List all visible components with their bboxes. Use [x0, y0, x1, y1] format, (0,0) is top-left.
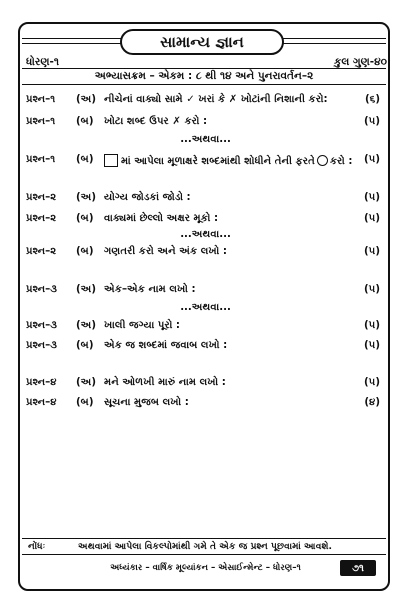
question-number: પ્રશ્ન–૧: [26, 116, 56, 127]
question-row-3a: [26, 284, 382, 298]
question-row-2a: [26, 192, 382, 206]
question-row-3a-alt: [26, 320, 382, 334]
title-text: સામાન્ય જ્ઞાન: [160, 33, 244, 51]
question-marks: (૫): [363, 284, 380, 295]
question-row-2b: [26, 213, 382, 227]
question-sub: (બ): [76, 213, 94, 224]
question-sub: (અ): [76, 284, 97, 295]
syllabus-band: [22, 68, 386, 85]
question-text: વાક્યમાં છેલ્લો અક્ષર મૂકો :: [104, 213, 219, 224]
or-separator: ...અથવા...: [180, 302, 231, 313]
question-marks: (૫): [363, 154, 380, 165]
question-number: પ્રશ્ન–૧: [26, 154, 56, 165]
page-number: ૭૧: [340, 560, 376, 576]
question-row-4a: [26, 377, 382, 391]
question-text: નીચેનાં વાક્યો સામે ✓ ખરાં કે ✗ ખોટાંની નિશાની કરો:: [104, 94, 328, 105]
question-text: એક–એક નામ લખો :: [104, 284, 196, 295]
question-number: પ્રશ્ન–૪: [26, 377, 57, 388]
question-text: [104, 154, 352, 168]
note-box: [22, 538, 386, 555]
question-number: પ્રશ્ન–૩: [26, 284, 58, 295]
or-separator: ...અથવા...: [180, 134, 231, 145]
note-text: અથવામાં આપેલા વિકલ્પોમાંથી ગમે તે એક જ પ્રશ્ન પૂછવામાં આવશે.: [78, 541, 333, 552]
question-number: પ્રશ્ન–૩: [26, 320, 58, 331]
question-number: પ્રશ્ન–૨: [26, 246, 57, 257]
question-marks: (૫): [363, 246, 380, 257]
note-label: નોંધઃ: [28, 541, 46, 552]
question-marks: (૫): [363, 213, 380, 224]
question-number: પ્રશ્ન–૪: [26, 397, 57, 408]
question-text: યોગ્ય જોડકાં જોડો :: [104, 192, 191, 203]
question-marks: (૬): [364, 94, 380, 105]
question-row-1b: [26, 116, 382, 130]
question-text: ખાલી જગ્યા પૂરો :: [104, 320, 180, 331]
total-marks-label: કુલ ગુણ-૪૦: [333, 56, 387, 68]
page-title: [120, 29, 284, 55]
question-text: સૂચના મુજબ લખો :: [104, 397, 189, 408]
question-number: પ્રશ્ન–૧: [26, 94, 56, 105]
question-sub: (બ): [76, 246, 94, 257]
question-text: એક જ શબ્દમાં જવાબ લખો :: [104, 340, 228, 351]
question-number: પ્રશ્ન–૨: [26, 192, 57, 203]
question-number: પ્રશ્ન–૩: [26, 340, 58, 351]
question-marks: (૫): [363, 192, 380, 203]
question-sub: (અ): [76, 192, 97, 203]
standard-label: ધોરણ-૧: [26, 56, 60, 68]
question-row-4b: [26, 397, 382, 411]
question-sub: (બ): [76, 340, 94, 351]
circle-icon: [317, 155, 328, 166]
question-row-1b-alt: [26, 154, 382, 168]
question-text: મને ઓળખી મારું નામ લખો :: [104, 377, 226, 388]
question-text-end: કરો :: [329, 156, 353, 167]
question-marks: (૫): [363, 377, 380, 388]
question-marks: (૫): [363, 340, 380, 351]
question-row-2b-alt: [26, 246, 382, 260]
question-sub: (અ): [76, 94, 97, 105]
question-sub: (બ): [76, 154, 94, 165]
question-row-1a: [26, 94, 382, 108]
question-row-3b: [26, 340, 382, 354]
syllabus-text: અભ્યાસક્રમ – એકમ : ૮ થી ૧૪ અને પુનરાવર્તન–૨: [94, 70, 314, 82]
question-marks: (૪): [364, 397, 380, 408]
question-number: પ્રશ્ન–૨: [26, 213, 57, 224]
question-marks: (૫): [363, 116, 380, 127]
question-sub: (અ): [76, 320, 97, 331]
question-sub: (બ): [76, 116, 94, 127]
or-separator: ...અથવા...: [180, 229, 231, 240]
question-marks: (૫): [363, 320, 380, 331]
footer-text: અધ્યંકાર – વાર્ષિક મૂલ્યાંકન – એસાઈન્મેન્ટ – ધોરણ–૧: [110, 563, 301, 573]
question-text: ગણતરી કરો અને અંક લખો :: [104, 246, 227, 257]
question-text: ખોટા શબ્દ ઉપર ✗ કરો :: [104, 116, 208, 127]
square-box-icon: [104, 154, 118, 167]
question-sub: (અ): [76, 377, 97, 388]
question-sub: (બ): [76, 397, 94, 408]
question-text-main: માં આપેલા મૂળાક્ષરે શબ્દમાંથી શોધીને તેની ફરતે: [121, 156, 315, 167]
